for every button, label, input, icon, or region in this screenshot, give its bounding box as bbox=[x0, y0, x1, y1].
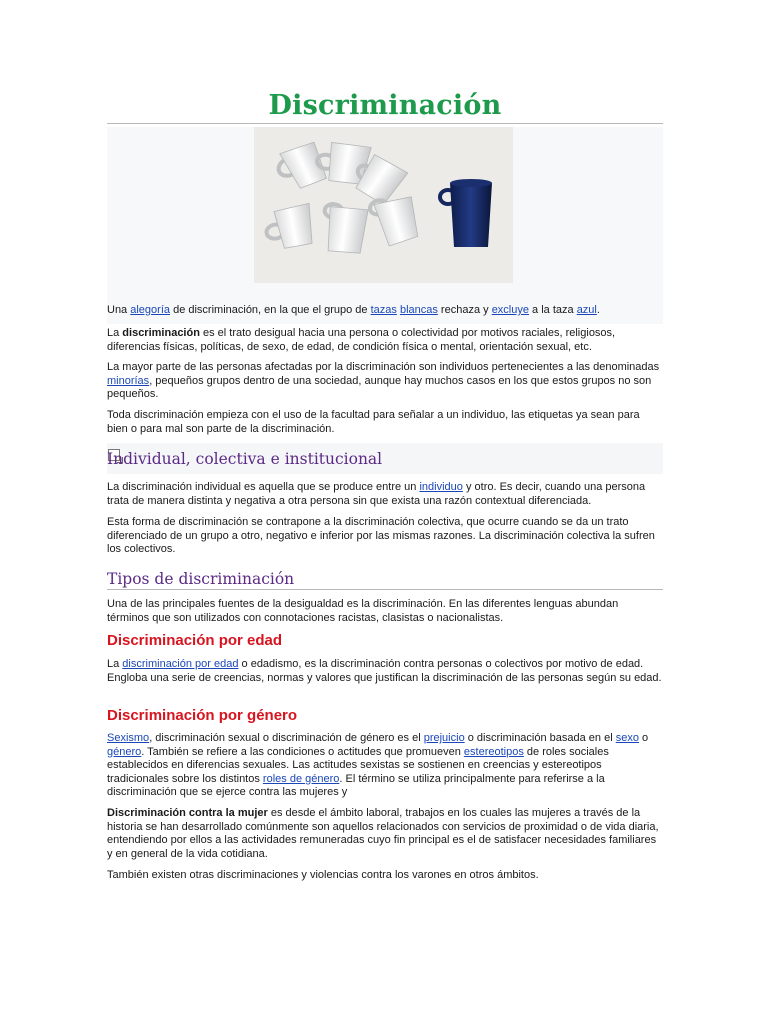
caption-text: Una bbox=[107, 304, 131, 316]
figure-caption bbox=[107, 303, 663, 317]
cups-illustration bbox=[254, 127, 513, 283]
paragraph-inequality: Una de las principales fuentes de la desigualdad es la discriminación. En las diferentes lenguas abundan términos que son utilizados con connotaciones racistas, clasistas o nacionalistas. bbox=[107, 598, 619, 624]
link-tazas[interactable]: tazas bbox=[370, 304, 397, 316]
bold-term: Discriminación contra la mujer bbox=[107, 807, 268, 819]
link-discriminacion-por-edad[interactable]: discriminación por edad bbox=[122, 658, 239, 670]
section-heading-individual: Individual, colectiva e institucional bbox=[107, 450, 383, 468]
paragraph-varones: También existen otras discriminaciones y violencias contra los varones en otros ámbitos. bbox=[107, 869, 539, 881]
link-minorias[interactable]: minorías bbox=[107, 374, 150, 387]
paragraph-sexismo: Sexismo, discriminación sexual o discriminación de género es el prejuicio o discriminación basada en el sexo o género. También se refiere a las condiciones o actitudes que promueven estereotipos de roles sociales establecidos en diferencias sexuales. Las actitudes sexistas se sostienen en creencias y estereotipos tradicionales sobre los distintos roles de género. El término se utiliza principalmente para referirse a la discriminación que se ejerce contra las mujeres y bbox=[107, 732, 649, 799]
section-heading-tipos: Tipos de discriminación bbox=[107, 570, 295, 588]
link-sexo[interactable]: sexo bbox=[615, 732, 639, 744]
subheading-genero: Discriminación por género bbox=[107, 707, 298, 724]
paragraph-labels: Toda discriminación empieza con el uso de la facultad para señalar a un individuo, las etiquetas ya sean para bien o para mal son parte de la discriminación. bbox=[107, 409, 640, 435]
subheading-edad: Discriminación por edad bbox=[107, 632, 283, 649]
cups-photo bbox=[254, 127, 513, 283]
bold-term: discriminación bbox=[122, 327, 200, 339]
section-divider bbox=[107, 589, 663, 590]
link-prejuicio[interactable]: prejuicio bbox=[423, 732, 465, 744]
title-divider bbox=[107, 123, 663, 124]
page-title: Discriminación bbox=[268, 90, 502, 121]
link-genero[interactable]: género bbox=[107, 745, 142, 758]
link-sexismo[interactable]: Sexismo bbox=[107, 732, 150, 744]
caption-text: . bbox=[596, 304, 600, 316]
paragraph-individual: La discriminación individual es aquella que se produce entre un individuo y otro. Es decir, cuando una persona trata de manera distinta y negativa a otra persona sin que exista una razón contextual diferenciada. bbox=[107, 481, 646, 507]
link-roles-de-genero[interactable]: roles de género bbox=[262, 772, 340, 785]
paragraph-collective: Esta forma de discriminación se contrapone a la discriminación colectiva, que ocurre cuando se da un trato diferenciado de un grupo a otro, negativo e inferior por las mismas razones. La discriminación colectiva la sufren los colectivos. bbox=[107, 516, 655, 556]
paragraph-definition: La discriminación es el trato desigual hacia una persona o colectividad por motivos raciales, religiosos, diferencias físicas, políticas, de sexo, de edad, de condición física o mental, orientación sexual, etc. bbox=[107, 327, 616, 353]
link-estereotipos[interactable]: estereotipos bbox=[463, 745, 524, 758]
paragraph-minorities: La mayor parte de las personas afectadas por la discriminación son individuos pertenecientes a las denominadas minorías, pequeños grupos dentro de una sociedad, aunque hay muchos casos en los que estos grupos no son pequeños. bbox=[107, 361, 660, 401]
link-blancas[interactable]: blancas bbox=[399, 304, 438, 316]
link-individuo[interactable]: individuo bbox=[419, 481, 463, 493]
link-azul[interactable]: azul bbox=[576, 304, 597, 316]
link-excluye[interactable]: excluye bbox=[491, 304, 529, 316]
link-alegoria[interactable]: alegoría bbox=[130, 304, 171, 316]
caption-text: rechaza y bbox=[437, 304, 492, 316]
paragraph-mujer: Discriminación contra la mujer es desde el ámbito laboral, trabajos en los cuales las mujeres a través de la historia se han desarrollado comúnmente son aquellos relacionados con servicios de proximidad o de vida diaria, entendiendo por ellos a las actividades remuneradas cuyo fin principal es el de satisfacer necesidades familiares y en general de la vida cotidiana. bbox=[107, 807, 659, 860]
caption-text: a la taza bbox=[528, 304, 577, 316]
paragraph-edad: La discriminación por edad o edadismo, es la discriminación contra personas o colectivos por motivo de edad. Engloba una serie de creencias, normas y valores que justifican la discriminación de las personas según su edad. bbox=[107, 658, 662, 684]
caption-text: de discriminación, en la que el grupo de bbox=[170, 304, 371, 316]
